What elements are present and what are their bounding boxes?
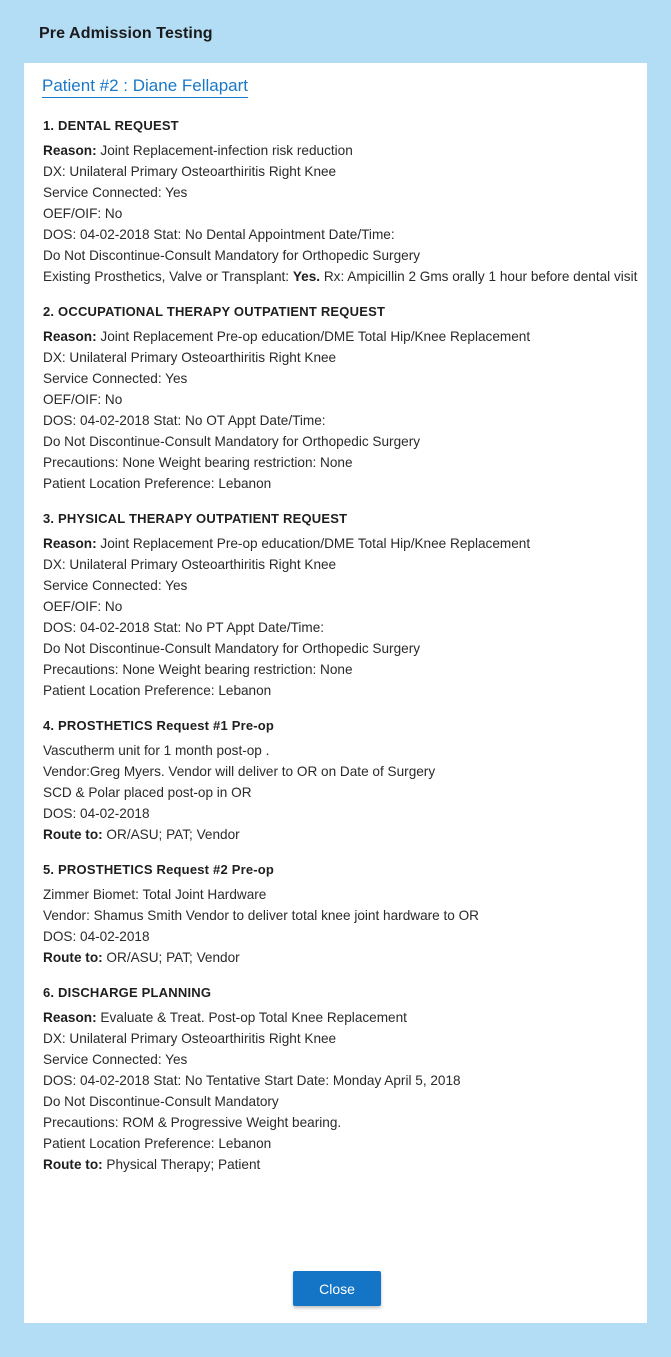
section-line [43,1049,638,1070]
field-value: DOS: 04-02-2018 [43,929,150,944]
field-value: DX: Unilateral Primary Osteoarthiritis Right Knee [43,1031,337,1046]
field-value: Service Connected: Yes [43,185,188,200]
field-value: Joint Replacement Pre-op education/DME Total Hip/Knee Replacement [96,329,531,344]
section-line [43,389,638,410]
section-line [43,884,638,905]
field-value: Patient Location Preference: Lebanon [43,476,272,491]
section-line [43,680,638,701]
field-label: Route to: [43,1157,103,1172]
field-value: Physical Therapy; Patient [102,1157,261,1172]
field-label: Reason: [43,143,97,158]
section-line [43,1154,638,1175]
field-value: Evaluate & Treat. Post-op Total Knee Replacement [96,1010,407,1025]
field-value: Service Connected: Yes [43,1052,188,1067]
section-line [43,1070,638,1091]
section-line [43,1007,638,1028]
section-line [43,824,638,845]
section-line [43,638,638,659]
section-line [43,596,638,617]
field-label: Route to: [43,950,103,965]
request-section [43,301,638,494]
section-line [43,740,638,761]
request-section [43,859,638,968]
section-line [43,1112,638,1133]
field-label: Reason: [43,329,97,344]
field-value: DX: Unilateral Primary Osteoarthiritis Right Knee [43,164,337,179]
field-value: Service Connected: Yes [43,578,188,593]
field-value: DOS: 04-02-2018 Stat: No Tentative Start Date: Monday April 5, 2018 [43,1073,461,1088]
request-section [43,115,638,287]
section-line [43,947,638,968]
section-line [43,326,638,347]
field-value: OEF/OIF: No [43,599,123,614]
field-label: Reason: [43,1010,97,1025]
section-title: 6. DISCHARGE PLANNING [43,985,212,1000]
field-value: Patient Location Preference: Lebanon [43,1136,272,1151]
field-label: Route to: [43,827,103,842]
section-line [43,347,638,368]
section-line [43,782,638,803]
section-line [43,905,638,926]
field-value: Vendor: Shamus Smith Vendor to deliver total knee joint hardware to OR [43,908,479,923]
section-line [43,410,638,431]
field-value: SCD & Polar placed post-op in OR [43,785,252,800]
field-value: Do Not Discontinue-Consult Mandatory for Orthopedic Surgery [43,641,421,656]
field-emphasis: Yes. [292,269,321,284]
field-value: DX: Unilateral Primary Osteoarthiritis Right Knee [43,350,337,365]
section-line [43,533,638,554]
section-line [43,575,638,596]
section-line [43,1028,638,1049]
section-line [43,203,638,224]
close-button[interactable]: Close [293,1271,381,1306]
section-line [43,368,638,389]
modal-content-panel [24,63,647,1323]
section-title: 1. DENTAL REQUEST [43,118,179,133]
field-value: Vascutherm unit for 1 month post-op . [43,743,270,758]
section-line [43,803,638,824]
section-line [43,659,638,680]
field-value: OR/ASU; PAT; Vendor [102,950,240,965]
field-value: OEF/OIF: No [43,392,123,407]
field-value: DX: Unilateral Primary Osteoarthiritis Right Knee [43,557,337,572]
section-line [43,140,638,161]
section-title: 2. OCCUPATIONAL THERAPY OUTPATIENT REQUEST [43,304,386,319]
request-section [43,982,638,1175]
field-value: Service Connected: Yes [43,371,188,386]
section-line [43,224,638,245]
section-title: 3. PHYSICAL THERAPY OUTPATIENT REQUEST [43,511,348,526]
field-value: Joint Replacement-infection risk reduction [96,143,353,158]
field-value: Do Not Discontinue-Consult Mandatory for Orthopedic Surgery [43,248,421,263]
section-line [43,1133,638,1154]
field-label: Reason: [43,536,97,551]
field-value-after: Rx: Ampicillin 2 Gms orally 1 hour before dental visit [320,269,638,284]
field-value: DOS: 04-02-2018 Stat: No OT Appt Date/Time: [43,413,326,428]
request-section [43,715,638,845]
patient-title-link[interactable]: Patient #2 : Diane Fellapart [42,76,248,98]
modal-title: Pre Admission Testing [39,25,213,42]
field-value: Patient Location Preference: Lebanon [43,683,272,698]
field-value: Vendor:Greg Myers. Vendor will deliver to OR on Date of Surgery [43,764,436,779]
field-value: Do Not Discontinue-Consult Mandatory for Orthopedic Surgery [43,434,421,449]
field-value: OR/ASU; PAT; Vendor [102,827,240,842]
section-line [43,431,638,452]
field-value: Precautions: None Weight bearing restriction: None [43,455,353,470]
field-value: Do Not Discontinue-Consult Mandatory [43,1094,279,1109]
section-line [43,554,638,575]
section-line [43,1091,638,1112]
section-line [43,245,638,266]
field-value: Precautions: ROM & Progressive Weight bearing. [43,1115,342,1130]
section-line [43,473,638,494]
field-value: Joint Replacement Pre-op education/DME Total Hip/Knee Replacement [96,536,531,551]
field-value: DOS: 04-02-2018 Stat: No PT Appt Date/Time: [43,620,325,635]
section-line [43,182,638,203]
request-section [43,508,638,701]
section-title: 4. PROSTHETICS Request #1 Pre-op [43,718,275,733]
section-line [43,761,638,782]
field-value: DOS: 04-02-2018 Stat: No Dental Appointment Date/Time: [43,227,395,242]
request-sections [43,115,638,1175]
section-line [43,926,638,947]
section-line [43,266,638,287]
section-line [43,452,638,473]
field-value: Existing Prosthetics, Valve or Transplant: [43,269,293,284]
section-line [43,617,638,638]
section-title: 5. PROSTHETICS Request #2 Pre-op [43,862,275,877]
section-line [43,161,638,182]
field-value: Zimmer Biomet: Total Joint Hardware [43,887,267,902]
field-value: Precautions: None Weight bearing restriction: None [43,662,353,677]
field-value: DOS: 04-02-2018 [43,806,150,821]
field-value: OEF/OIF: No [43,206,123,221]
